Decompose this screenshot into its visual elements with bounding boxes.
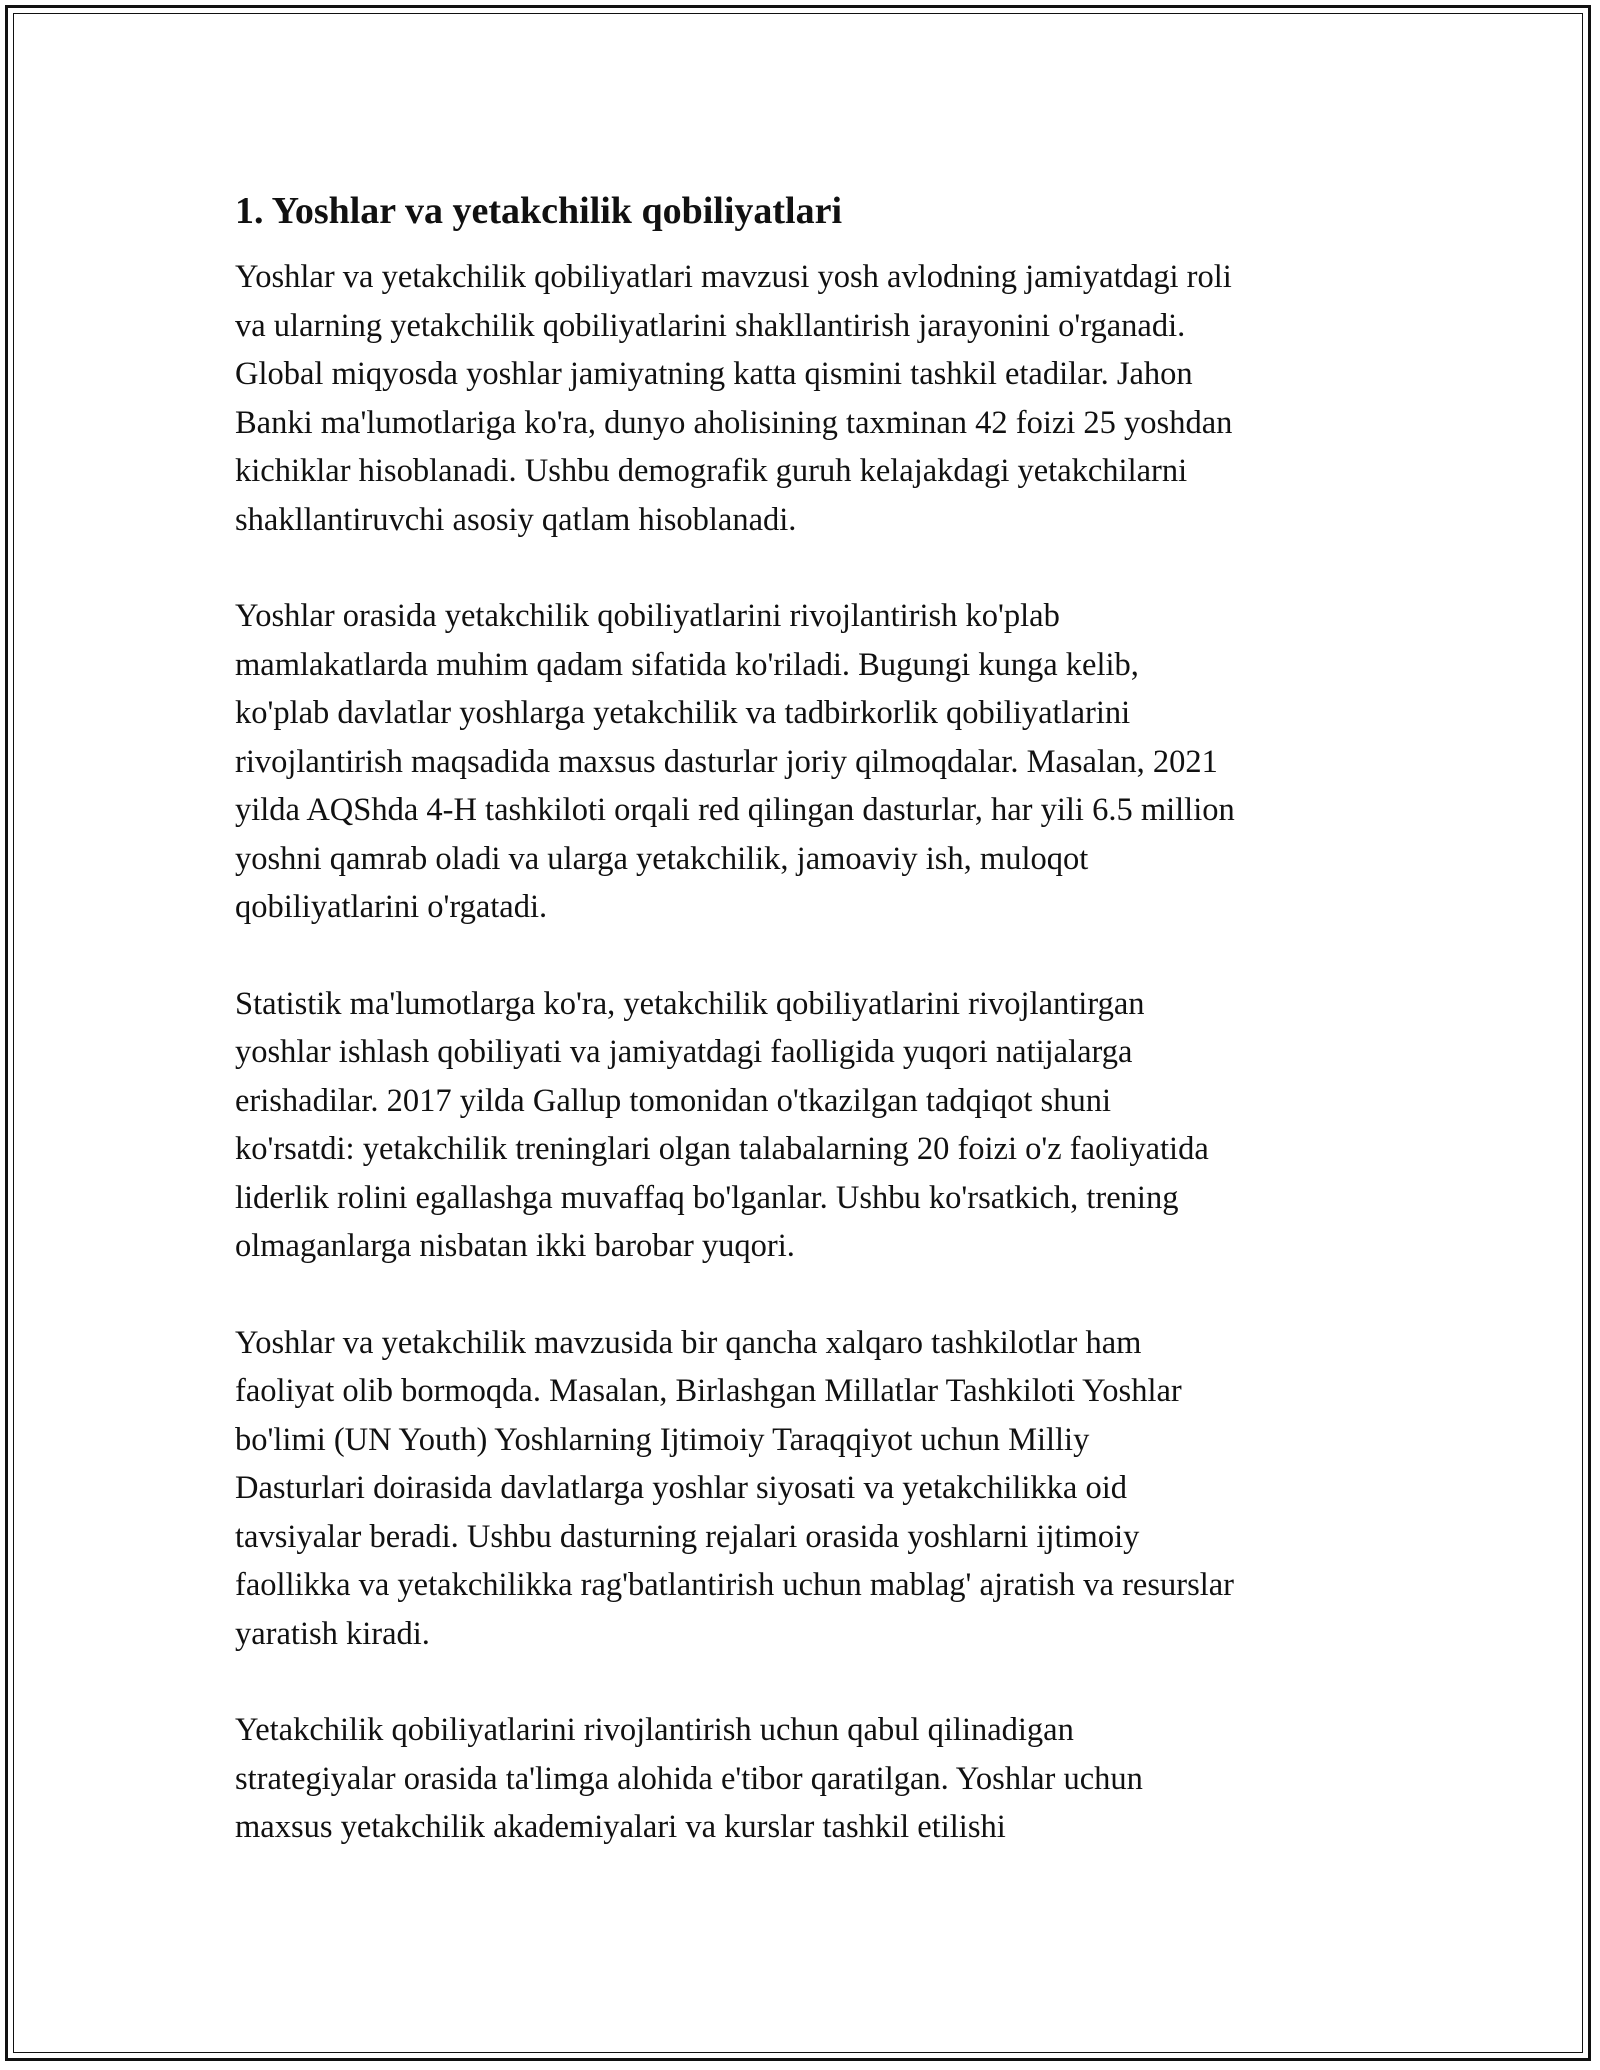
paragraph-line: ko'plab davlatlar yoshlarga yetakchilik va tadbirkorlik qobiliyatlarini [235, 695, 1131, 731]
paragraph-4 [235, 1319, 1375, 1659]
paragraph-3 [235, 980, 1375, 1271]
paragraph-line: faoliyat olib bormoqda. Masalan, Birlashgan Millatlar Tashkiloti Yoshlar [235, 1373, 1182, 1409]
paragraph-line: faollikka va yetakchilikka rag'batlantirish uchun mablag' ajratish va resurslar [235, 1567, 1234, 1603]
paragraph-line: bo'limi (UN Youth) Yoshlarning Ijtimoiy Taraqqiyot uchun Milliy [235, 1421, 1090, 1458]
paragraph-line: yilda AQShda 4-H tashkiloti orqali red qilingan dasturlar, har yili 6.5 million [235, 792, 1235, 828]
paragraph-line: qobiliyatlarini o'rgatadi. [235, 889, 548, 925]
paragraph-5 [235, 1706, 1375, 1852]
paragraph-2 [235, 592, 1375, 932]
paragraph-line: Dasturlari doirasida davlatlarga yoshlar siyosati va yetakchilikka oid [235, 1470, 1127, 1506]
paragraph-line: rivojlantirish maqsadida maxsus dasturlar joriy qilmoqdalar. Masalan, 2021 [235, 743, 1218, 780]
paragraph-line: Yoshlar orasida yetakchilik qobiliyatlarini rivojlantirish ko'plab [235, 598, 1060, 634]
paragraph-line: yoshlar ishlash qobiliyati va jamiyatdagi faolligida yuqori natijalarga [235, 1034, 1133, 1070]
paragraph-line: Banki ma'lumotlariga ko'ra, dunyo aholisining taxminan 42 foizi 25 yoshdan [235, 404, 1233, 441]
paragraph-line: tavsiyalar beradi. Ushbu dasturning rejalari orasida yoshlarni ijtimoiy [235, 1518, 1140, 1555]
paragraph-line: kichiklar hisoblanadi. Ushbu demografik guruh kelajakdagi yetakchilarni [235, 453, 1188, 489]
paragraph-line: erishadilar. 2017 yilda Gallup tomonidan o'tkazilgan tadqiqot shuni [235, 1082, 1111, 1119]
section-heading: 1. Yoshlar va yetakchilik qobiliyatlari [235, 190, 843, 232]
paragraph-line: yoshni qamrab oladi va ularga yetakchilik, jamoaviy ish, muloqot [235, 840, 1089, 877]
paragraph-line: shakllantiruvchi asosiy qatlam hisoblanadi. [235, 501, 797, 538]
paragraph-line: Statistik ma'lumotlarga ko'ra, yetakchilik qobiliyatlarini rivojlantirgan [235, 985, 1145, 1022]
paragraph-line: strategiyalar orasida ta'limga alohida e'tibor qaratilgan. Yoshlar uchun [235, 1760, 1143, 1797]
paragraph-line: va ularning yetakchilik qobiliyatlarini shakllantirish jarayonini o'rganadi. [235, 307, 1186, 344]
paragraph-line: yaratish kiradi. [235, 1615, 430, 1652]
paragraph-line: Yetakchilik qobiliyatlarini rivojlantirish uchun qabul qilinadigan [235, 1712, 1074, 1748]
paragraph-1 [235, 253, 1375, 544]
paragraph-line: olmaganlarga nisbatan ikki barobar yuqori. [235, 1228, 795, 1264]
paragraph-line: Global miqyosda yoshlar jamiyatning katta qismini tashkil etadilar. Jahon [235, 356, 1193, 392]
paragraph-line: ko'rsatdi: yetakchilik treninglari olgan talabalarning 20 foizi o'z faoliyatida [235, 1131, 1209, 1167]
paragraph-line: liderlik rolini egallashga muvaffaq bo'lganlar. Ushbu ko'rsatkich, trening [235, 1179, 1179, 1216]
paragraph-line: maxsus yetakchilik akademiyalari va kurslar tashkil etilishi [235, 1809, 1006, 1845]
document-body [235, 185, 1375, 1900]
paragraph-line: mamlakatlarda muhim qadam sifatida ko'riladi. Bugungi kunga kelib, [235, 646, 1139, 683]
paragraph-line: Yoshlar va yetakchilik mavzusida bir qancha xalqaro tashkilotlar ham [235, 1324, 1142, 1361]
paragraph-line: Yoshlar va yetakchilik qobiliyatlari mavzusi yosh avlodning jamiyatdagi roli [235, 259, 1232, 295]
